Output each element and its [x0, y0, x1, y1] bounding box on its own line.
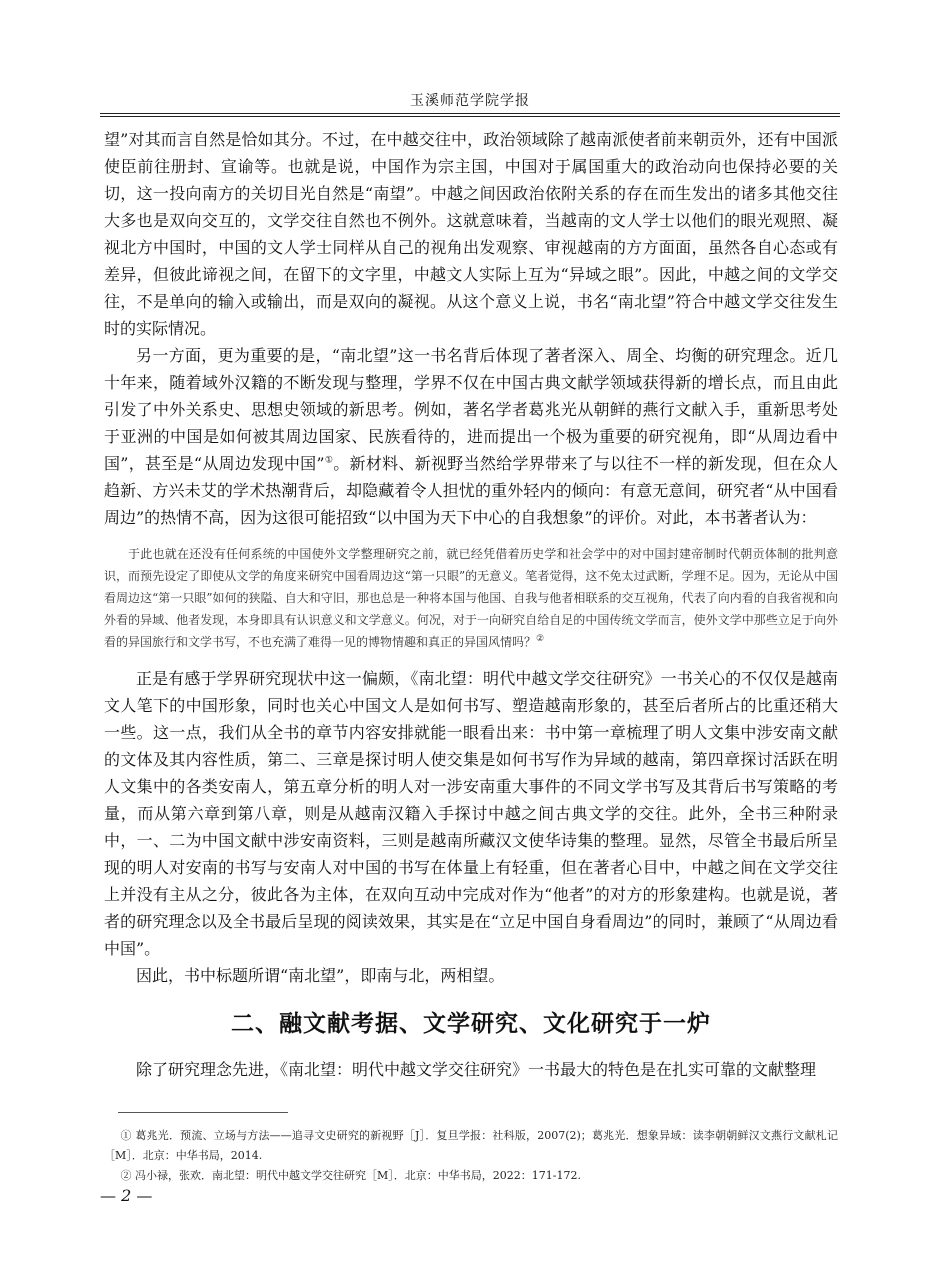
paragraph-2 — [104, 342, 838, 531]
paragraph-3: 正是有感于学界研究现状中这一偏颇，《南北望：明代中越文学交往研究》一书关心的不仅仅是越南文人笔下的中国形象，同时也关心中国文人是如何书写、塑造越南形象的，甚至后者所占的比重还稍大一些。这一点，我们从全书的章节内容安排就能一眼看出来：书中第一章梳理了明人文集中涉安南文献的文体及其内容性质，第二、三章是探讨明人使交集是如何书写作为异域的越南，第四章探讨活跃在明人文集中的各类安南人，第五章分析的明人对一涉安南重大事件的不同文学书写及其背后书写策略的考量，而从第六章到第八章，则是从越南汉籍入手探讨中越之间古典文学的交往。此外，全书三种附录中，一、二为中国文献中涉安南资料，三则是越南所藏汉文使华诗集的整理。显然，尽管全书最后所呈现的明人对安南的书写与安南人对中国的书写在体量上有轻重，但在著者心目中，中越之间在文学交往上并没有主从之分，彼此各为主体，在双向互动中完成对作为“他者”的对方的形象建构。也就是说，著者的研究理念以及全书最后呈现的阅读效果，其实是在“立足中国自身看周边”的同时，兼顾了“从周边看中国”。 — [104, 669, 838, 958]
page-number: — 2 — — [100, 1186, 153, 1205]
paragraph-4: 因此，书中标题所谓“南北望”，即南与北，两相望。 — [136, 966, 505, 985]
header-rule — [100, 113, 840, 114]
journal-header: 玉溪师范学院学报 — [410, 93, 530, 109]
main-body — [104, 126, 838, 1083]
paragraph-2-part-b: 。新材料、新视野当然给学界带来了与以往不一样的新发现，但在众人趋新、方兴未艾的学术热潮背后，却隐藏着令人担忧的重外轻内的倾向：有意无意间，研究者“从中国看周边”的热情不高，因为这很可能招致“以中国为天下中心的自我想象”的评价。对此，本书著者认为： — [104, 454, 838, 527]
section-heading: 二、融文献考据、文学研究、文化研究于一炉 — [231, 1011, 711, 1037]
header-rule-2 — [100, 116, 840, 117]
footnote-1: ① 葛兆光．预流、立场与方法——追寻文史研究的新视野［J］．复旦学报：社科版，2007(2)；葛兆光．想象异域：读李朝朝鲜汉文燕行文献札记［M］．北京：中华书局，2014. — [104, 1129, 838, 1162]
footnote-rule — [118, 1112, 288, 1113]
paragraph-2-part-a: 另一方面，更为重要的是，“南北望”这一书名背后体现了著者深入、周全、均衡的研究理念。近几十年来，随着域外汉籍的不断发现与整理，学界不仅在中国古典文献学领域获得新的增长点，而且由此引发了中外关系史、思想史领域的新思考。例如，著名学者葛兆光从朝鲜的燕行文献入手，重新思考处于亚洲的中国是如何被其周边国家、民族看待的，进而提出一个极为重要的研究视角，即“从周边看中国”，甚至是“从周边发现中国” — [104, 346, 838, 473]
block-quote — [104, 543, 838, 653]
paragraph-5: 除了研究理念先进，《南北望：明代中越文学交往研究》一书最大的特色是在扎实可靠的文献整理 — [136, 1060, 817, 1079]
paragraph-1: 望”对其而言自然是恰如其分。不过，在中越交往中，政治领域除了越南派使者前来朝贡外，还有中国派使臣前往册封、宣谕等。也就是说，中国作为宗主国，中国对于属国重大的政治动向也保持必要的关切，这一投向南方的关切目光自然是“南望”。中越之间因政治依附关系的存在而生发出的诸多其他交往大多也是双向交互的，文学交往自然也不例外。这就意味着，当越南的文人学士以他们的眼光观照、凝视北方中国时，中国的文人学士同样从自己的视角出发观察、审视越南的方方面面，虽然各自心态或有差异，但彼此谛视之间，在留下的文字里，中越文人实际上互为“异域之眼”。因此，中越之间的文学交往，不是单向的输入或输出，而是双向的凝视。从这个意义上说，书名“南北望”符合中越文学交往发生时的实际情况。 — [104, 130, 838, 338]
footnotes — [104, 1126, 838, 1186]
footnote-mark-1: ① — [324, 455, 334, 466]
block-quote-text: 于此也就在还没有任何系统的中国使外文学整理研究之前，就已经凭借着历史学和社会学中的对中国封建帝制时代朝贡体制的批判意识，而预先设定了即使从文学的角度来研究中国看周边这“第一只眼”的无意义。笔者觉得，这不免太过武断，学理不足。因为，无论从中国看周边这“第一只眼”如何的狭隘、自大和守旧，那也总是一种将本国与他国、自我与他者相联系的交互视角，代表了向内看的自我省视和向外看的异域、他者发现，本身即具有认识意义和文学意义。何况，对于一向研究自给自足的中国传统文学而言，使外文学中那些立足于向外看的异国旅行和文学书写，不也充满了难得一见的博物情趣和真正的异国风情吗？ — [104, 547, 838, 649]
footnote-mark-2: ② — [536, 634, 545, 644]
footnote-2: ② 冯小禄，张欢．南北望：明代中越文学交往研究［M］．北京：中华书局，2022：171-172. — [120, 1169, 581, 1182]
